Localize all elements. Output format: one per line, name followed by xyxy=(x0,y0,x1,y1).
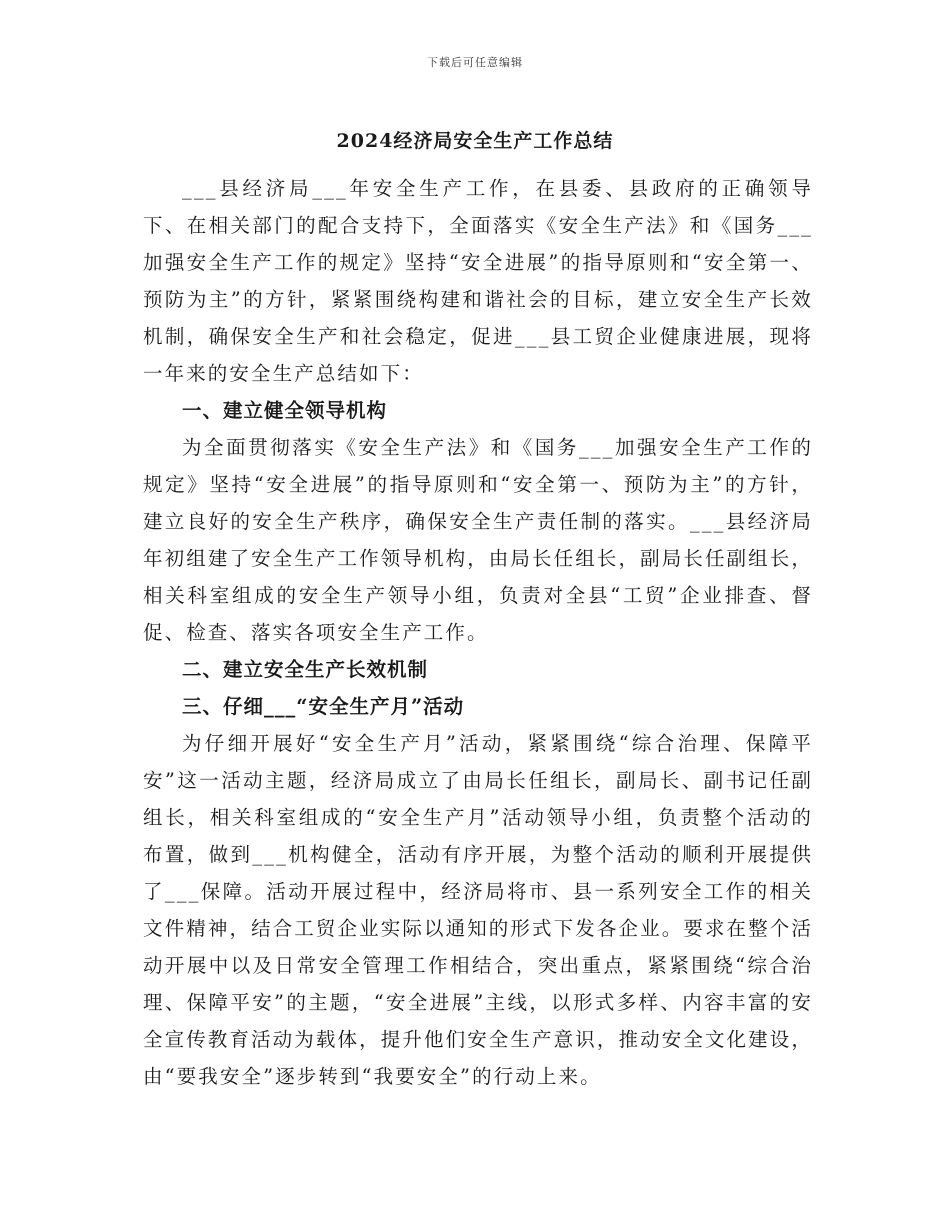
paragraph-leadership: 为全面贯彻落实《安全生产法》和《国务___加强安全生产工作的规定》坚持“安全进展”的指导原则和“安全第一、预防为主”的方针，建立良好的安全生产秩序，确保安全生产责任制的落实。___县经济局年初组建了安全生产工作领导机构，由局长任组长，副局长任副组长，相关科室组成的安全生产领导小组，负责对全县“工贸”企业排查、督促、检查、落实各项安全生产工作。 xyxy=(143,436,813,644)
section-heading-3: 三、仔细___“安全生产月”活动 xyxy=(182,695,465,718)
header-note: 下载后可任意编辑 xyxy=(427,56,523,69)
section-heading-2: 二、建立安全生产长效机制 xyxy=(182,658,429,681)
document-title: 2024经济局安全生产工作总结 xyxy=(336,130,614,152)
section-heading-1: 一、建立健全领导机构 xyxy=(182,399,388,422)
paragraph-intro: ___县经济局___年安全生产工作，在县委、县政府的正确领导下、在相关部门的配合支持下，全面落实《安全生产法》和《国务___加强安全生产工作的规定》坚持“安全进展”的指导原则和“安全第一、预防为主”的方针，紧紧围绕构建和谐社会的目标，建立安全生产长效机制，确保安全生产和社会稳定，促进___县工贸企业健康进展，现将一年来的安全生产总结如下： xyxy=(143,177,813,385)
paragraph-safety-month: 为仔细开展好“安全生产月”活动，紧紧围绕“综合治理、保障平安”这一活动主题，经济局成立了由局长任组长，副局长、副书记任副组长，相关科室组成的“安全生产月”活动领导小组，负责整个活动的布置，做到___机构健全，活动有序开展，为整个活动的顺利开展提供了___保障。活动开展过程中，经济局将市、县一系列安全工作的相关文件精神，结合工贸企业实际以通知的形式下发各企业。要求在整个活动开展中以及日常安全管理工作相结合，突出重点，紧紧围绕“综合治理、保障平安”的主题，“安全进展”主线，以形式多样、内容丰富的安全宣传教育活动为载体，提升他们安全生产意识，推动安全文化建设，由“要我安全”逐步转到“我要安全”的行动上来。 xyxy=(143,732,813,1088)
document-body xyxy=(143,170,813,1095)
